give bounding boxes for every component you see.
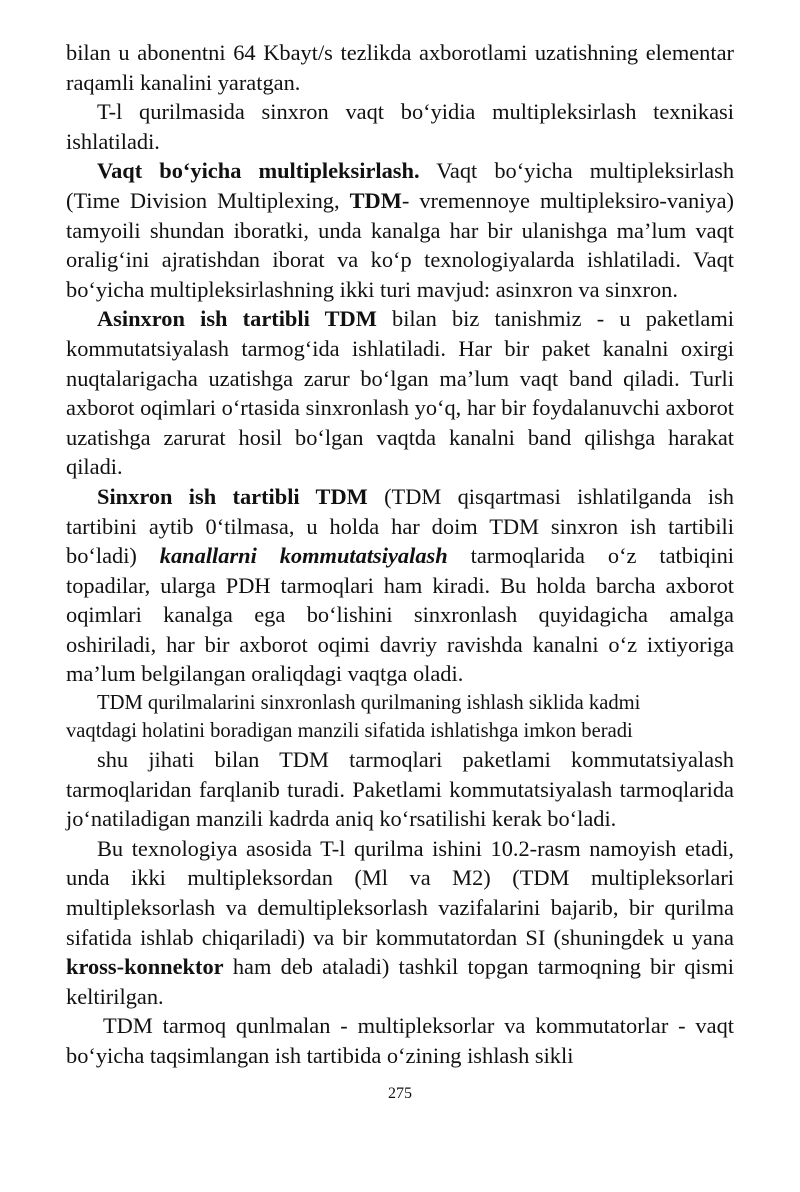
paragraph-text: tarmoqlarida o‘z tatbiqini topadilar, ularga PDH tarmoqlari ham kiradi. Bu holda barcha axborot oqimlari kanalga ega bo‘lishini sinxronlash quyidagicha amalga oshiriladi, har bir axborot oqimi davriy ravishda kanalni o‘z ixtiyoriga ma’lum belgilangan oraliqdagi vaqtga oladi. <box>66 543 734 687</box>
paragraph-line: vaqtdagi holatini boradigan manzili sifatida ishlatishga imkon beradi <box>66 720 633 743</box>
section-heading: Vaqt bo‘yicha multipleksirlash. <box>97 158 420 184</box>
term-tdm: TDM <box>349 187 402 213</box>
paragraph-text: bilan biz tanishmiz - u paketlami kommutatsiyalash tarmog‘ida ishlatiladi. Har bir paket kanalni oxirgi nuqtalarigacha uzatishga zarur bo‘lgan ma’lum vaqt band qiladi. Turli axborot oqimlari o‘rtasida sinxronlash yo‘q, har bir foydalanuvchi axborot uzatishga zarurat hosil bo‘lgan vaqtda kanalni band qilishga harakat qiladi. <box>66 306 734 480</box>
paragraph-async-tdm <box>66 304 734 482</box>
paragraph-tdm-definition <box>66 156 734 304</box>
paragraph-text: - vremennoye multipleksiro-vaniya) tamyoili shundan iboratki, unda kanalga har bir ulanishga ma’lum vaqt oralig‘ini ajratishdan iborat va ko‘p texnologiyalarda ishlatiladi. Vaqt bo‘yicha multipleksirlashning ikki turi mavjud: asinxron va sinxron. <box>66 187 734 302</box>
body-text <box>66 38 734 1071</box>
paragraph-line: TDM qurilmalarini sinxronlash qurilmaning ishlash siklida kadmi <box>97 692 641 715</box>
paragraph-figure-reference <box>66 834 734 1012</box>
paragraph-text: TDM tarmoq qunlmalan - multipleksorlar va kommutatorlar - vaqt bo‘yicha taqsimlangan ish tartibida o‘zining ishlash sikli <box>66 1013 734 1068</box>
paragraph-text: Vaqt bo‘yicha multipleksirlash (Time Division Multiplexing, <box>66 158 735 213</box>
paragraph-sync-addressing <box>66 689 734 745</box>
paragraph-text: ham deb ataladi) tashkil topgan tarmoqning bir qismi keltirilgan. <box>66 954 734 1009</box>
term-cross-connector: kross-konnektor <box>66 954 224 980</box>
paragraph-text: bilan u abonentni 64 Kbayt/s tezlikda axborotlami uzatishning elementar raqamli kanalini yaratgan. <box>66 40 734 95</box>
paragraph-text: Bu texnologiya asosida T-l qurilma ishini 10.2-rasm namoyish etadi, unda ikki multipleksordan (Ml va M2) (TDM multipleksorlari multipleksorlash va demultipleksorlash vazifalarini bajarib, bir qurilma sifatida ishlab chiqariladi) va bir kommutatordan SI (shuningdek u yana <box>66 835 734 950</box>
paragraph-sync-tdm <box>66 482 734 689</box>
emphasis-term: kanallarni kommutatsiyalash <box>159 543 448 569</box>
section-heading: Asinxron ish tartibli TDM <box>97 306 377 332</box>
paragraph-t1-technique <box>66 97 734 156</box>
section-heading: Sinxron ish tartibli TDM <box>97 483 368 509</box>
paragraph-text: shu jihati bilan TDM tarmoqlari paketlami kommutatsiyalash tarmoqlaridan farqlanib turadi. Paketlami kommutatsiyalash tarmoqlarida jo‘natiladigan manzili kadrda aniq ko‘rsatilishi kerak bo‘ladi. <box>66 747 734 832</box>
paragraph-tdm-devices <box>66 1011 734 1070</box>
paragraph-network-difference <box>66 745 734 834</box>
page-number: 275 <box>388 1085 412 1102</box>
paragraph-text: (TDM qisqartmasi ishlatilganda ish tartibini aytib 0‘tilmasa, u holda har doim TDM sinxron ish tartibili bo‘ladi) <box>66 483 734 569</box>
paragraph-text: T-l qurilmasida sinxron vaqt bo‘yidia multipleksirlash texnikasi ishlatiladi. <box>66 99 734 154</box>
paragraph-continuation <box>66 38 734 97</box>
